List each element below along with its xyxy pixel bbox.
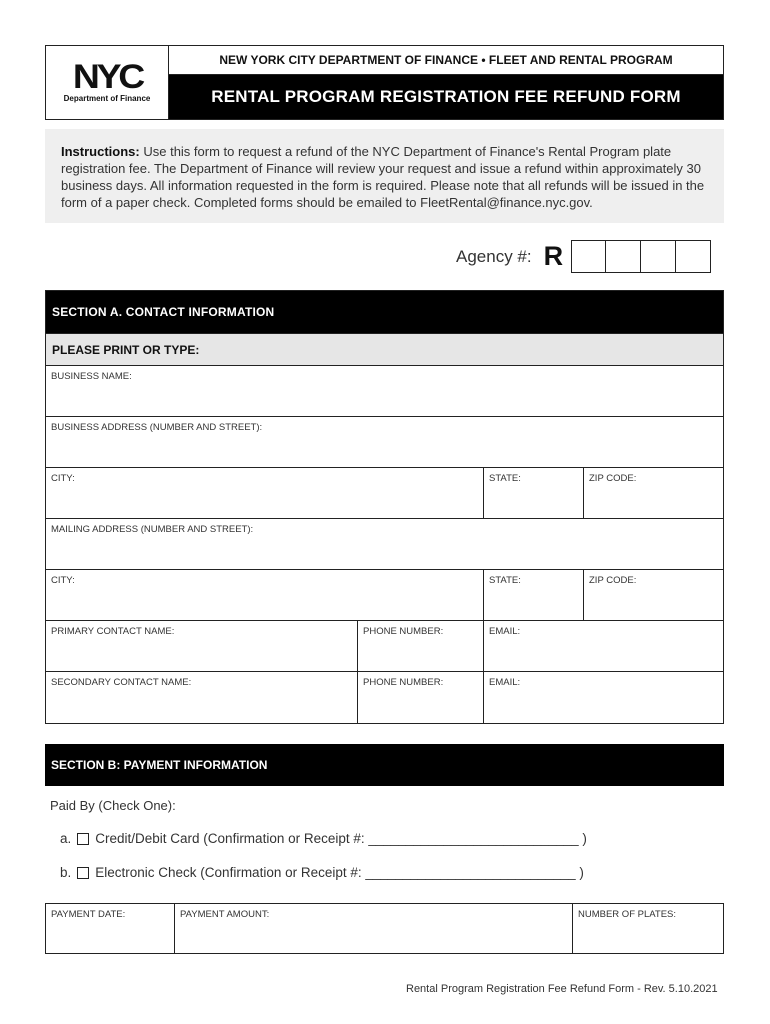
agency-digit-4[interactable]: [676, 240, 711, 273]
payment-date-label: PAYMENT DATE:: [51, 909, 126, 920]
city-label: CITY:: [51, 473, 75, 484]
agency-digit-1[interactable]: [571, 240, 606, 273]
form-title: RENTAL PROGRAM REGISTRATION FEE REFUND FORM: [169, 75, 723, 119]
paid-by-label: Paid By (Check One):: [50, 798, 176, 813]
payment-option-echeck: [60, 865, 584, 880]
business-city-field[interactable]: [46, 468, 484, 518]
mailing-city-row: [46, 570, 723, 621]
phone-label: PHONE NUMBER:: [363, 677, 444, 688]
agency-digit-3[interactable]: [641, 240, 676, 273]
secondary-contact-label: SECONDARY CONTACT NAME:: [51, 677, 192, 688]
secondary-contact-field[interactable]: [46, 672, 358, 723]
agency-prefix: R: [543, 241, 564, 271]
email-label: EMAIL:: [489, 626, 521, 637]
mailing-state-field[interactable]: [484, 570, 584, 620]
payment-amount-label: PAYMENT AMOUNT:: [180, 909, 270, 920]
section-b-title: SECTION B: PAYMENT INFORMATION: [45, 744, 724, 786]
print-note: PLEASE PRINT OR TYPE:: [46, 333, 723, 366]
mailing-address-label: MAILING ADDRESS (NUMBER AND STREET):: [51, 524, 254, 535]
mailing-address-field[interactable]: [46, 519, 723, 569]
mailing-city-field[interactable]: [46, 570, 484, 620]
primary-contact-row: [46, 621, 723, 672]
email-label: EMAIL:: [489, 677, 521, 688]
option-a-letter: a.: [60, 831, 72, 846]
number-of-plates-label: NUMBER OF PLATES:: [578, 909, 677, 920]
option-b-text: Electronic Check (Confirmation or Receipt #: ____________________________ ): [95, 865, 584, 880]
business-name-label: BUSINESS NAME:: [51, 371, 132, 382]
agency-number: [456, 240, 711, 273]
zip-label: ZIP CODE:: [589, 473, 637, 484]
primary-phone-field[interactable]: [358, 621, 484, 671]
nyc-dof-logo: [46, 46, 169, 119]
secondary-contact-row: [46, 672, 723, 723]
option-a-text: Credit/Debit Card (Confirmation or Receipt #: ____________________________ ): [95, 831, 587, 846]
business-name-row: [46, 366, 723, 417]
section-a-title: SECTION A. CONTACT INFORMATION: [46, 291, 723, 333]
business-city-row: [46, 468, 723, 519]
form-header: [45, 45, 724, 120]
business-zip-field[interactable]: [584, 468, 723, 518]
business-name-field[interactable]: [46, 366, 723, 416]
city-label: CITY:: [51, 575, 75, 586]
payment-amount-field[interactable]: [175, 904, 573, 953]
mailing-zip-field[interactable]: [584, 570, 723, 620]
zip-label: ZIP CODE:: [589, 575, 637, 586]
number-of-plates-field[interactable]: [573, 904, 723, 953]
business-address-label: BUSINESS ADDRESS (NUMBER AND STREET):: [51, 422, 263, 433]
state-label: STATE:: [489, 473, 521, 484]
instructions-text: Use this form to request a refund of the NYC Department of Finance's Rental Program plate registration fee. The Department of Finance will review your request and issue a refund within approximately 30 business days. All information requested in the form is required. Please note that all refunds will be issued in the form of a paper check. Completed forms should be emailed to FleetRental@finance.nyc.gov.: [61, 144, 705, 210]
primary-contact-field[interactable]: [46, 621, 358, 671]
header-titles: [169, 46, 723, 119]
logo-nyc-text: NYC: [72, 58, 142, 96]
payment-date-field[interactable]: [46, 904, 175, 953]
primary-contact-label: PRIMARY CONTACT NAME:: [51, 626, 175, 637]
payment-option-card: [60, 831, 587, 846]
primary-email-field[interactable]: [484, 621, 723, 671]
option-b-letter: b.: [60, 865, 72, 880]
instructions-box: [45, 129, 724, 223]
logo-dept-text: Department of Finance: [63, 94, 151, 103]
form-footer: Rental Program Registration Fee Refund Form - Rev. 5.10.2021: [406, 983, 718, 995]
mailing-address-row: [46, 519, 723, 570]
agency-digit-2[interactable]: [606, 240, 641, 273]
electronic-check-checkbox[interactable]: [77, 867, 89, 879]
instructions-label: Instructions:: [61, 144, 140, 159]
agency-label: Agency #:: [456, 246, 532, 266]
payment-details-table: [45, 903, 724, 954]
program-line: NEW YORK CITY DEPARTMENT OF FINANCE • FLEET AND RENTAL PROGRAM: [169, 46, 723, 75]
section-a-contact-information: [45, 290, 724, 724]
business-state-field[interactable]: [484, 468, 584, 518]
secondary-email-field[interactable]: [484, 672, 723, 723]
business-address-row: [46, 417, 723, 468]
credit-card-checkbox[interactable]: [77, 833, 89, 845]
secondary-phone-field[interactable]: [358, 672, 484, 723]
state-label: STATE:: [489, 575, 521, 586]
business-address-field[interactable]: [46, 417, 723, 467]
phone-label: PHONE NUMBER:: [363, 626, 444, 637]
